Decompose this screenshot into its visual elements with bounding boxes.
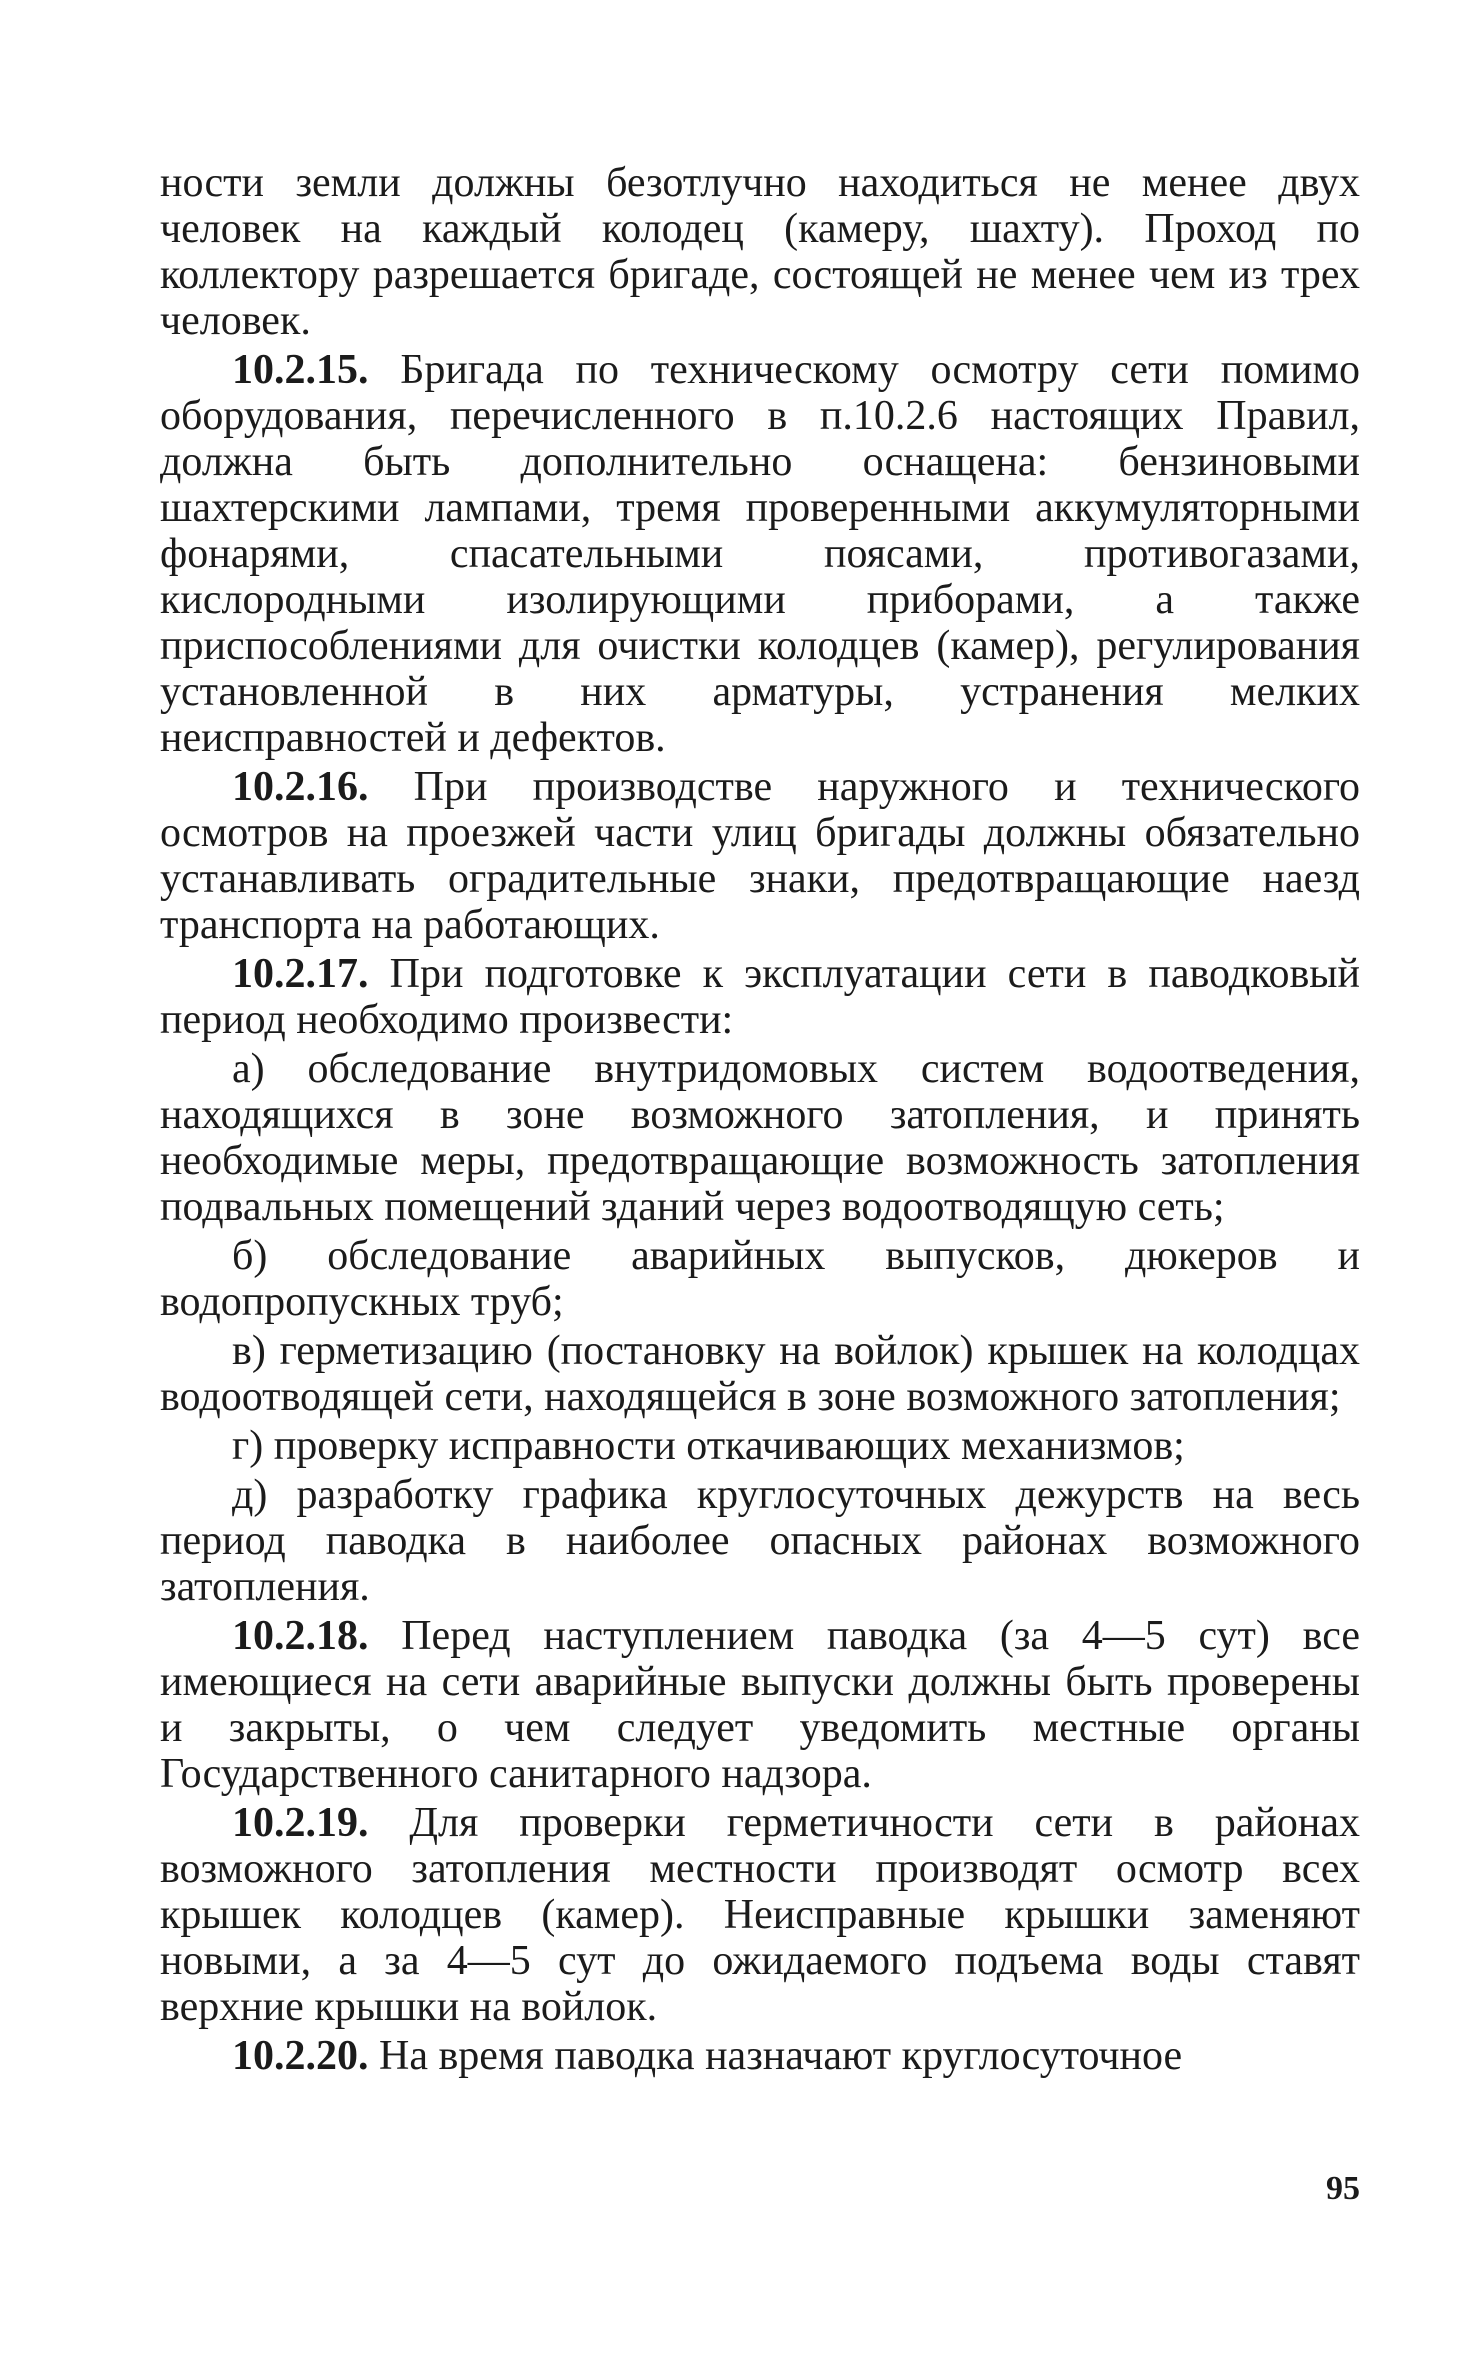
list-item-g bbox=[160, 1423, 1360, 1469]
paragraph-10-2-19 bbox=[160, 1800, 1360, 2030]
list-item-text: г) проверку исправности откачивающих механизмов; bbox=[232, 1423, 1185, 1469]
paragraph-text: Для проверки герметичности сети в районах возможного затопления местности производят осмотр всех крышек колодцев (камер). Неисправные крышки заменяют новыми, а за 4—5 сут до ожидаемого подъема воды ставят верхние крышки на войлок. bbox=[160, 1800, 1360, 2030]
clause-number: 10.2.18. bbox=[232, 1613, 369, 1659]
clause-number: 10.2.20. bbox=[232, 2033, 369, 2079]
clause-number: 10.2.15. bbox=[232, 347, 369, 393]
paragraph-10-2-17 bbox=[160, 951, 1360, 1043]
clause-number: 10.2.19. bbox=[232, 1800, 369, 1846]
paragraph-text: Бригада по техническому осмотру сети помимо оборудования, перечисленного в п.10.2.6 настоящих Правил, должна быть дополнительно оснащена: бензиновыми шахтерскими лампами, тремя проверенными аккумуляторными фонарями, спасательными поясами, противогазами, кислородными изолирующими приборами, а также приспособлениями для очистки колодцев (камер), регулирования установленной в них арматуры, устранения мелких неисправностей и дефектов. bbox=[160, 347, 1360, 761]
list-item-text: д) разработку графика круглосуточных дежурств на весь период паводка в наиболее опасных районах возможного затопления. bbox=[160, 1472, 1360, 1610]
list-item-b bbox=[160, 1233, 1360, 1325]
clause-number: 10.2.16. bbox=[232, 764, 369, 810]
paragraph-text: На время паводка назначают круглосуточное bbox=[379, 2033, 1183, 2079]
paragraph-10-2-18 bbox=[160, 1613, 1360, 1797]
list-item-v bbox=[160, 1328, 1360, 1420]
list-item-text: б) обследование аварийных выпусков, дюкеров и водопропускных труб; bbox=[160, 1233, 1360, 1325]
paragraph-10-2-20 bbox=[160, 2033, 1360, 2079]
page-number: 95 bbox=[1326, 2170, 1360, 2207]
paragraph-10-2-15 bbox=[160, 347, 1360, 761]
paragraph-text: При производстве наружного и технического осмотров на проезжей части улиц бригады должны обязательно устанавливать оградительные знаки, предотвращающие наезд транспорта на работающих. bbox=[160, 764, 1360, 948]
list-item-text: а) обследование внутридомовых систем водоотведения, находящихся в зоне возможного затопления, и принять необходимые меры, предотвращающие возможность затопления подвальных помещений зданий через водоотводящую сеть; bbox=[160, 1046, 1360, 1230]
list-item-d bbox=[160, 1472, 1360, 1610]
document-page bbox=[160, 160, 1360, 2310]
paragraph-text: ности земли должны безотлучно находиться не менее двух человек на каждый колодец (камеру, шахту). Проход по коллектору разрешается бригаде, состоящей не менее чем из трех человек. bbox=[160, 160, 1360, 344]
list-item-a bbox=[160, 1046, 1360, 1230]
paragraph-text: При подготовке к эксплуатации сети в паводковый период необходимо произвести: bbox=[160, 951, 1361, 1043]
paragraph-continuation bbox=[160, 160, 1360, 344]
paragraph-10-2-16 bbox=[160, 764, 1360, 948]
clause-number: 10.2.17. bbox=[232, 951, 369, 997]
paragraph-text: Перед наступлением паводка (за 4—5 сут) все имеющиеся на сети аварийные выпуски должны быть проверены и закрыты, о чем следует уведомить местные органы Государственного санитарного надзора. bbox=[160, 1613, 1360, 1797]
list-item-text: в) герметизацию (постановку на войлок) крышек на колодцах водоотводящей сети, находящейся в зоне возможного затопления; bbox=[160, 1328, 1360, 1420]
